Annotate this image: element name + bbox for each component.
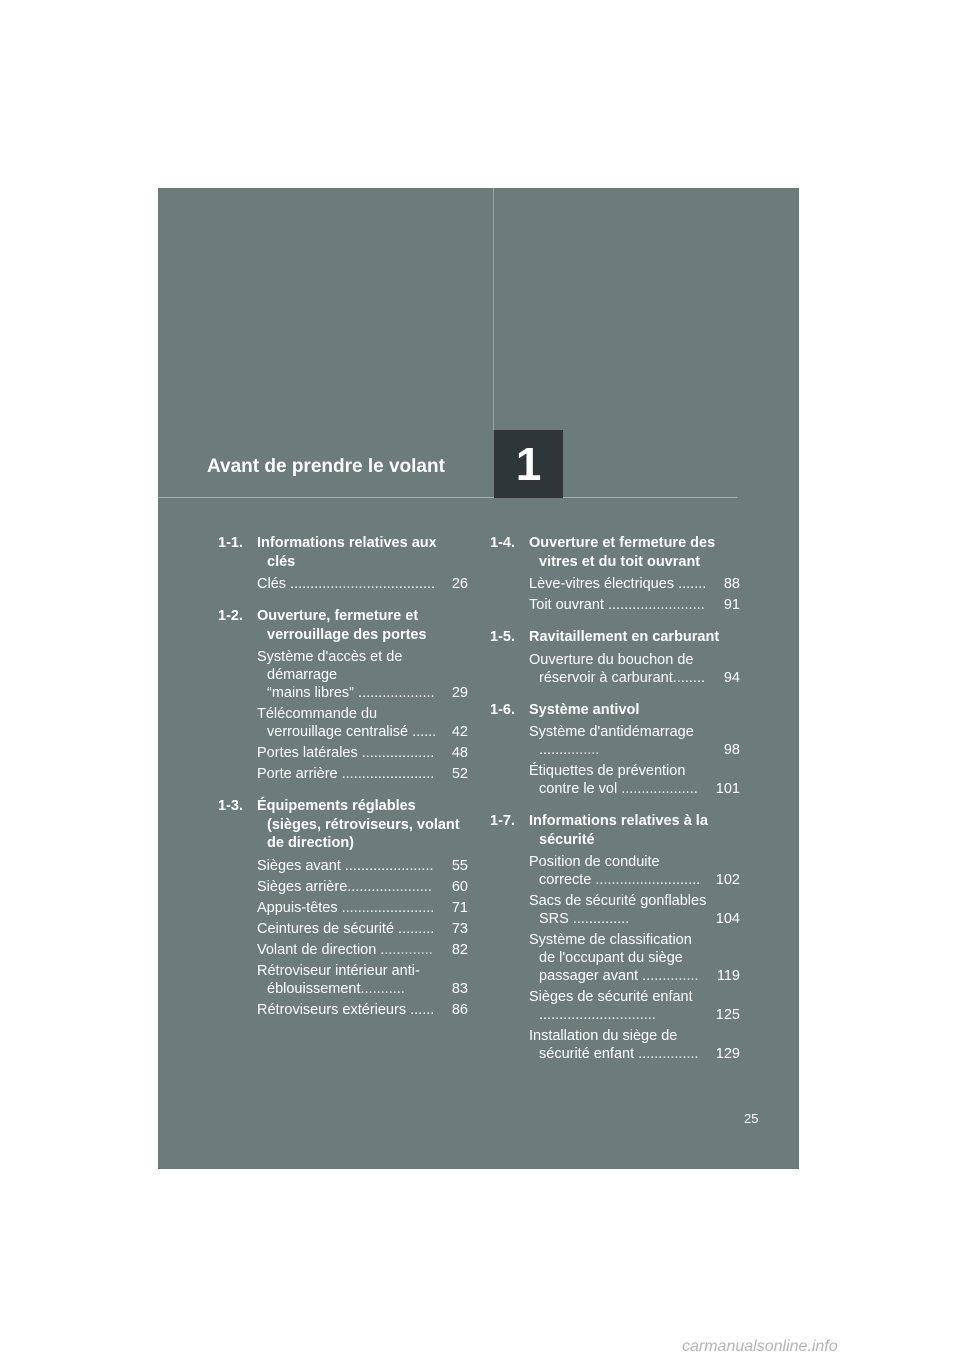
toc-entry[interactable] [529,762,740,798]
toc-entry[interactable] [529,988,740,1024]
chapter-title: Avant de prendre le volant [207,456,445,477]
toc-entry-page: 52 [451,766,468,782]
toc-entry[interactable] [529,853,740,889]
toc-entry[interactable] [257,1001,468,1019]
section-number: 1-2. [218,608,243,624]
section-title: Ouverture, fermeture et verrouillage des portes [257,608,427,643]
toc-entry[interactable] [257,899,468,917]
toc-entry-label: Toit ouvrant ........................ [529,597,705,613]
toc-entry-page: 86 [451,1001,468,1018]
toc-entry-label: Étiquettes de prévention contre le vol ................... [529,763,698,797]
section-heading[interactable] [218,797,468,853]
toc-entry-page: 119 [716,968,740,984]
toc-entry[interactable] [257,962,468,998]
section-heading[interactable] [218,534,468,571]
toc-entry[interactable] [257,878,468,896]
toc-entry[interactable] [529,651,740,687]
section-number: 1-3. [218,798,243,814]
toc-section [490,812,740,1063]
section-title: Informations relatives aux clés [257,535,437,570]
chapter-number-box [494,430,563,498]
toc-entry[interactable] [257,857,468,875]
toc-entry[interactable] [257,744,468,762]
section-title: Système antivol [529,701,640,718]
horizontal-divider [158,497,737,498]
chapter-number: 1 [515,438,542,490]
toc-entry-label: Sacs de sécurité gonflables SRS .............. [529,893,707,927]
toc-entry-label: Clés .................................... [257,576,436,592]
toc-entry-page: 60 [451,878,468,895]
toc-entry-page: 98 [723,742,740,758]
toc-section [490,628,740,687]
toc-entry-page: 42 [451,724,468,740]
toc-right-column [490,534,740,1077]
toc-entry-page: 101 [715,781,740,797]
toc-entry-label: Lève-vitres électriques ....... [529,576,707,592]
toc-entry-label: Ouverture du bouchon de réservoir à carburant........ [529,651,706,686]
toc-entry[interactable] [257,705,468,741]
section-heading[interactable] [490,701,740,720]
toc-entry-page: 83 [451,980,468,997]
toc-entry[interactable] [257,648,468,702]
toc-entry[interactable] [529,931,740,985]
toc-entry-label: Portes latérales .................. [257,745,435,761]
toc-section [218,607,468,783]
toc-entry-page: 29 [451,685,468,701]
section-title: Informations relatives à la sécurité [529,813,708,848]
toc-entry-page: 104 [715,911,740,927]
toc-entry-page: 91 [723,597,740,613]
section-number: 1-6. [490,701,515,718]
toc-section [218,797,468,1019]
section-heading[interactable] [490,628,740,647]
toc-entry-label: Rétroviseur intérieur anti-éblouissement........... [257,962,420,997]
section-title: Ravitaillement en carburant [529,629,720,645]
toc-entry-label: Installation du siège de sécurité enfant ............... [529,1028,699,1062]
toc-entry[interactable] [529,575,740,593]
toc-entry[interactable] [257,765,468,783]
toc-entry-label: Volant de direction ............. [257,941,433,958]
toc-entry[interactable] [257,575,468,593]
toc-section [490,534,740,614]
toc-entry-page: 48 [451,745,468,761]
section-number: 1-5. [490,629,515,645]
section-heading[interactable] [490,812,740,849]
toc-entry-page: 71 [451,899,468,916]
page-number: 25 [744,1111,759,1126]
watermark: carmanualsonline.info [682,1338,838,1355]
toc-entry-label: Porte arrière ....................... [257,766,435,782]
toc-entry-label: Appuis-têtes ....................... [257,899,435,916]
toc-entry-label: Sièges de sécurité enfant ............................. [529,989,693,1023]
toc-entry-page: 73 [451,920,468,937]
toc-entry-label: Système d'accès et de démarrage “mains libres” ................... [257,649,435,701]
toc-entry-label: Sièges avant ...................... [257,857,434,874]
toc-entry-label: Système de classification de l'occupant du siège passager avant .............. [529,932,699,984]
toc-left-column [218,534,468,1033]
toc-entry[interactable] [257,920,468,938]
toc-entry[interactable] [529,892,740,928]
toc-section [218,534,468,593]
section-heading[interactable] [490,534,740,571]
toc-entry-page: 26 [451,576,468,592]
section-heading[interactable] [218,607,468,644]
toc-entry-page: 129 [715,1046,740,1062]
toc-entry-page: 88 [723,576,740,592]
toc-entry-label: Télécommande du verrouillage centralisé ...... [257,706,437,740]
toc-entry[interactable] [529,596,740,614]
toc-entry[interactable] [529,1027,740,1063]
toc-entry-label: Ceintures de sécurité ......... [257,920,435,937]
section-title: Équipements réglables (sièges, rétroviseurs, volant de direction) [257,798,460,851]
toc-entry-label: Système d'antidémarrage ............... [529,724,694,758]
toc-entry-page: 102 [715,872,740,888]
section-number: 1-1. [218,535,243,551]
toc-entry-label: Position de conduite correcte .......................... [529,854,701,888]
toc-entry-page: 82 [451,941,468,958]
section-title: Ouverture et fermeture des vitres et du toit ouvrant [529,535,716,570]
section-number: 1-4. [490,535,515,551]
toc-entry-label: Sièges arrière..................... [257,878,432,895]
section-number: 1-7. [490,813,515,829]
toc-entry[interactable] [529,723,740,759]
toc-entry-page: 55 [451,857,468,874]
toc-entry-page: 125 [715,1007,740,1023]
toc-section [490,701,740,799]
toc-entry[interactable] [257,941,468,959]
toc-entry-label: Rétroviseurs extérieurs ...... [257,1001,435,1018]
toc-entry-page: 94 [723,669,740,686]
vertical-divider [493,188,494,430]
